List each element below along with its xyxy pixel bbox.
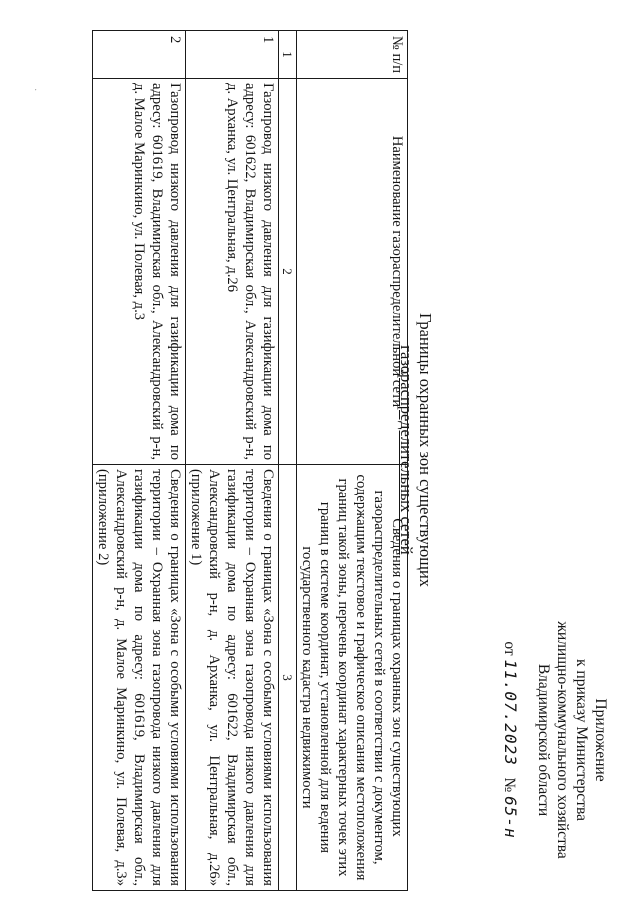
appendix-title: Приложение bbox=[592, 698, 609, 782]
appendix-header bbox=[500, 590, 610, 890]
order-reference bbox=[500, 590, 520, 890]
header-num: № п/п bbox=[297, 31, 408, 79]
row-number: 1 bbox=[186, 31, 279, 79]
appendix-line-3: Владимирской области bbox=[535, 663, 552, 817]
table-row bbox=[186, 31, 279, 891]
order-number-prefix: № bbox=[501, 777, 518, 793]
column-number: 1 bbox=[279, 31, 297, 79]
table-header-row bbox=[297, 31, 408, 891]
header-name: Наименование газораспределительной сети bbox=[297, 79, 408, 465]
column-number: 2 bbox=[279, 79, 297, 465]
order-number: 65-н bbox=[501, 796, 520, 839]
network-name: Газопровод низкого давления для газификации дома по адресу: 601619, Владимирская обл., Александровский р-н, д. Малое Маринкино, ул. Полевая, д.3 bbox=[93, 79, 186, 465]
zone-info: Сведения о границах «Зона с особыми условиями использования территории – Охранная зона газопровода низкого давления для газификации дома по адресу: 601622, Владимирская обл., Александровский р-н, д. Арханка, ул. Центральная, д.26» (приложение 1) bbox=[186, 465, 279, 891]
document-title-line-2: газораспределительных сетей bbox=[397, 345, 416, 555]
column-number-row bbox=[279, 31, 297, 891]
row-number: 2 bbox=[93, 31, 186, 79]
order-date-prefix: от bbox=[501, 641, 518, 656]
appendix-line-1: к приказу Министерства bbox=[573, 659, 590, 821]
document-title-line-1: Границы охранных зон существующих bbox=[416, 312, 435, 588]
zones-table bbox=[92, 30, 408, 891]
zone-info: Сведения о границах «Зона с особыми условиями использования территории – Охранная зона газопровода низкого давления для газификации дома по адресу: 601619, Владимирская обл., Александровский р-н, д. Малое Маринкино, ул. Полевая, д.3» (приложение 2) bbox=[93, 465, 186, 891]
appendix-line-2: жилищно-коммунального хозяйства bbox=[554, 621, 571, 859]
table-row bbox=[93, 31, 186, 891]
scan-speck: · bbox=[29, 88, 40, 92]
column-number: 3 bbox=[279, 465, 297, 891]
order-date: 11.07.2023 bbox=[501, 659, 520, 766]
header-info: Сведения о границах охранных зон существующих газораспределительных сетей в соответствии с документом, содержащим текстовое и графическое описания местоположения границ такой зоны, перечень координат характерных точек этих границ в системе координат, установленной для ведения государственного кадастра недвижимости bbox=[297, 465, 408, 891]
network-name: Газопровод низкого давления для газификации дома по адресу: 601622, Владимирская обл., Александровский р-н, д. Арханка, ул. Центральная, д.26 bbox=[186, 79, 279, 465]
